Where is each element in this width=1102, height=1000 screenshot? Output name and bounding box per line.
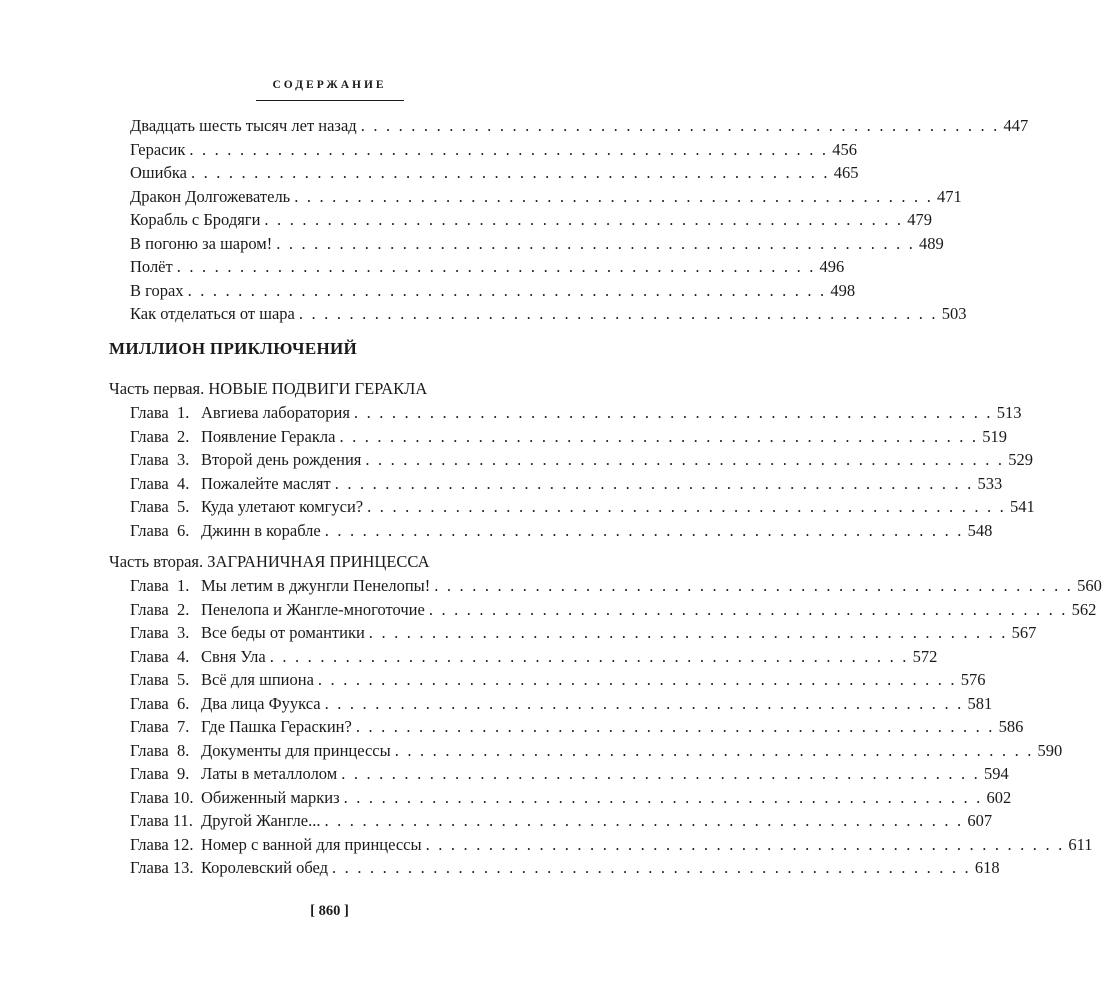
dot-leader: . . . . . . . . . . . . . . . . . . . . . . . . . . . . . . . . . . . . . . . . . . . . . . . . . . . (269, 646, 909, 666)
dot-leader: . . . . . . . . . . . . . . . . . . . . . . . . . . . . . . . . . . . . . . . . . . . . . . . . . . . (367, 497, 1006, 516)
toc-entry (130, 858, 1000, 878)
entry-page-number: 562 (1071, 599, 1097, 619)
entry-page-number: 548 (967, 520, 993, 540)
entry-title: Пенелопа и Жангле-многоточие (201, 599, 425, 619)
toc-entry (130, 163, 859, 183)
dot-leader: . . . . . . . . . . . . . . . . . . . . . . . . . . . . . . . . . . . . . . . . . . . . . . . . . . . (324, 693, 964, 713)
page-number: [ 860 ] (310, 903, 349, 919)
toc-entry (130, 450, 1033, 470)
chapter-number: Глава 1. (130, 576, 190, 595)
toc-entry (130, 280, 856, 301)
dot-leader: . . . . . . . . . . . . . . . . . . . . . . . . . . . . . . . . . . . . . . . . . . . . . . . . . . . (339, 426, 979, 446)
entry-page-number: 496 (819, 257, 845, 276)
chapter-number: Глава 10. (130, 787, 194, 807)
entry-title: Номер с ванной для принцессы (201, 834, 422, 854)
entry-page-number: 533 (977, 473, 1003, 493)
entry-title: Авгиева лаборатория (201, 403, 350, 422)
dot-leader: . . . . . . . . . . . . . . . . . . . . . . . . . . . . . . . . . . . . . . . . . . . . . . . . . . . (298, 304, 938, 323)
entry-page-number: 581 (967, 693, 993, 713)
toc-entry (130, 257, 845, 277)
entry-title: Свня Ула (201, 646, 266, 666)
entry-page-number: 590 (1037, 740, 1063, 760)
chapter-number: Глава 3. (130, 450, 190, 469)
chapter-number: Глава 4. (130, 646, 190, 666)
dot-leader: . . . . . . . . . . . . . . . . . . . . . . . . . . . . . . . . . . . . . . . . . . . . . . . . . . . (334, 473, 974, 493)
toc-entry (130, 811, 993, 831)
entry-title: Корабль с Бродяги (130, 210, 261, 229)
dot-leader: . . . . . . . . . . . . . . . . . . . . . . . . . . . . . . . . . . . . . . . . . . . . . . . . . . . (324, 520, 964, 540)
dot-leader: . . . . . . . . . . . . . . . . . . . . . . . . . . . . . . . . . . . . . . . . . . . . . . . . . . . (368, 623, 1008, 642)
entry-page-number: 611 (1068, 834, 1093, 854)
toc-entry (130, 497, 1035, 517)
entry-title: Где Пашка Гераскин? (201, 717, 352, 736)
entry-page-number: 618 (974, 858, 1000, 877)
entry-title: Всё для шпиона (201, 670, 314, 689)
entry-page-number: 489 (919, 233, 944, 253)
chapter-number: Глава 6. (130, 693, 190, 713)
dot-leader: . . . . . . . . . . . . . . . . . . . . . . . . . . . . . . . . . . . . . . . . . . . . . . . . . . . (428, 599, 1068, 619)
entry-page-number: 456 (832, 139, 857, 159)
toc-entry (130, 717, 1024, 737)
dot-leader: . . . . . . . . . . . . . . . . . . . . . . . . . . . . . . . . . . . . . . . . . . . . . . . . . . . (294, 186, 934, 206)
entry-title: Куда улетают комгуси? (201, 497, 364, 516)
entry-title: В горах (130, 280, 184, 300)
dot-leader: . . . . . . . . . . . . . . . . . . . . . . . . . . . . . . . . . . . . . . . . . . . . . . . . . . . (341, 764, 981, 783)
section-title: МИЛЛИОН ПРИКЛЮЧЕНИЙ (109, 339, 358, 358)
entry-title: Появление Геракла (201, 426, 336, 446)
toc-entry (130, 210, 932, 230)
entry-title: Другой Жангле... (201, 811, 321, 830)
entry-title: В погоню за шаром! (130, 233, 273, 253)
part-two-title: Часть вторая. ЗАГРАНИЧНАЯ ПРИНЦЕССА (109, 552, 430, 571)
dot-leader: . . . . . . . . . . . . . . . . . . . . . . . . . . . . . . . . . . . . . . . . . . . . . . . . . . . (264, 210, 904, 229)
entry-page-number: 498 (830, 280, 856, 300)
dot-leader: . . . . . . . . . . . . . . . . . . . . . . . . . . . . . . . . . . . . . . . . . . . . . . . . . . . (394, 740, 1034, 760)
chapter-number: Глава 6. (130, 520, 190, 540)
entry-title: Второй день рождения (201, 450, 362, 469)
dot-leader: . . . . . . . . . . . . . . . . . . . . . . . . . . . . . . . . . . . . . . . . . . . . . . . . . . . (189, 139, 829, 159)
entry-title: Королевский обед (201, 858, 329, 877)
toc-entry (130, 233, 944, 254)
toc-entry (130, 116, 1029, 136)
dot-leader: . . . . . . . . . . . . . . . . . . . . . . . . . . . . . . . . . . . . . . . . . . . . . . . . . . . (187, 280, 827, 300)
chapter-number: Глава 7. (130, 717, 190, 736)
chapter-number: Глава 12. (130, 834, 194, 854)
entry-page-number: 567 (1011, 623, 1037, 642)
entry-page-number: 465 (833, 163, 859, 182)
toc-entry (130, 186, 962, 207)
entry-title: Полёт (130, 257, 173, 276)
entry-title: Дракон Долгожеватель (130, 186, 291, 206)
dot-leader: . . . . . . . . . . . . . . . . . . . . . . . . . . . . . . . . . . . . . . . . . . . . . . . . . . . (332, 858, 971, 877)
entry-title: Мы летим в джунгли Пенелопы! (201, 576, 431, 595)
entry-title: Как отделаться от шара (130, 304, 295, 323)
entry-title: Ошибка (130, 163, 187, 182)
toc-entry (130, 426, 1008, 447)
entry-page-number: 519 (982, 426, 1008, 446)
toc-entry (130, 520, 993, 541)
entry-page-number: 471 (937, 186, 962, 206)
toc-entry (130, 599, 1097, 620)
dot-leader: . . . . . . . . . . . . . . . . . . . . . . . . . . . . . . . . . . . . . . . . . . . . . . . . . . . (324, 811, 964, 830)
chapter-number: Глава 11. (130, 811, 193, 830)
toc-entry (130, 787, 1012, 808)
entry-title: Герасик (130, 139, 186, 159)
entry-page-number: 572 (912, 646, 938, 666)
toc-entry (130, 139, 857, 160)
entry-page-number: 560 (1077, 576, 1102, 595)
dot-leader: . . . . . . . . . . . . . . . . . . . . . . . . . . . . . . . . . . . . . . . . . . . . . . . . . . . (425, 834, 1065, 854)
entry-title: Двадцать шесть тысяч лет назад (130, 116, 357, 135)
entry-title: Джинн в корабле (201, 520, 321, 540)
entry-page-number: 576 (960, 670, 986, 689)
dot-leader: . . . . . . . . . . . . . . . . . . . . . . . . . . . . . . . . . . . . . . . . . . . . . . . . . . . (317, 670, 957, 689)
chapter-number: Глава 13. (130, 858, 194, 877)
toc-entry (130, 834, 1093, 855)
entry-title: Обиженный маркиз (201, 787, 340, 807)
running-header: СОДЕРЖАНИЕ (272, 79, 387, 91)
toc-entry (130, 670, 986, 690)
dot-leader: . . . . . . . . . . . . . . . . . . . . . . . . . . . . . . . . . . . . . . . . . . . . . . . . . . . (190, 163, 830, 182)
dot-leader: . . . . . . . . . . . . . . . . . . . . . . . . . . . . . . . . . . . . . . . . . . . . . . . . . . . (176, 257, 816, 276)
toc-entry (130, 693, 993, 714)
chapter-number: Глава 5. (130, 497, 190, 516)
toc-entry (130, 740, 1063, 761)
header-rule (256, 100, 404, 101)
entry-page-number: 541 (1009, 497, 1035, 516)
chapter-number: Глава 4. (130, 473, 190, 493)
chapter-number: Глава 1. (130, 403, 190, 422)
dot-leader: . . . . . . . . . . . . . . . . . . . . . . . . . . . . . . . . . . . . . . . . . . . . . . . . . . . (343, 787, 983, 807)
dot-leader: . . . . . . . . . . . . . . . . . . . . . . . . . . . . . . . . . . . . . . . . . . . . . . . . . . . (353, 403, 993, 422)
entry-title: Латы в металлолом (201, 764, 338, 783)
entry-page-number: 513 (996, 403, 1022, 422)
entry-page-number: 607 (967, 811, 993, 830)
part-one-title: Часть первая. НОВЫЕ ПОДВИГИ ГЕРАКЛА (109, 379, 428, 398)
entry-page-number: 447 (1003, 116, 1029, 135)
toc-entry (130, 764, 1009, 784)
toc-entry (130, 646, 938, 667)
chapter-number: Глава 3. (130, 623, 190, 642)
toc-entry (130, 304, 967, 324)
entry-title: Документы для принцессы (201, 740, 391, 760)
chapter-number: Глава 2. (130, 426, 190, 446)
chapter-number: Глава 9. (130, 764, 190, 783)
dot-leader: . . . . . . . . . . . . . . . . . . . . . . . . . . . . . . . . . . . . . . . . . . . . . . . . . . . (276, 233, 916, 253)
entry-title: Все беды от романтики (201, 623, 365, 642)
dot-leader: . . . . . . . . . . . . . . . . . . . . . . . . . . . . . . . . . . . . . . . . . . . . . . . . . . . (365, 450, 1005, 469)
entry-page-number: 503 (941, 304, 967, 323)
entry-page-number: 586 (998, 717, 1024, 736)
dot-leader: . . . . . . . . . . . . . . . . . . . . . . . . . . . . . . . . . . . . . . . . . . . . . . . . . . . (355, 717, 995, 736)
chapter-number: Глава 5. (130, 670, 190, 689)
chapter-number: Глава 2. (130, 599, 190, 619)
toc-entry (130, 403, 1022, 423)
toc-entry (130, 623, 1037, 643)
dot-leader: . . . . . . . . . . . . . . . . . . . . . . . . . . . . . . . . . . . . . . . . . . . . . . . . . . . (434, 576, 1074, 595)
entry-page-number: 529 (1008, 450, 1033, 469)
entry-title: Пожалейте маслят (201, 473, 331, 493)
toc-entry (130, 473, 1003, 494)
entry-title: Два лица Фуукса (201, 693, 321, 713)
dot-leader: . . . . . . . . . . . . . . . . . . . . . . . . . . . . . . . . . . . . . . . . . . . . . . . . . . . (360, 116, 1000, 135)
toc-entry (130, 576, 1102, 596)
entry-page-number: 594 (984, 764, 1009, 783)
chapter-number: Глава 8. (130, 740, 190, 760)
entry-page-number: 479 (907, 210, 932, 229)
entry-page-number: 602 (986, 787, 1012, 807)
